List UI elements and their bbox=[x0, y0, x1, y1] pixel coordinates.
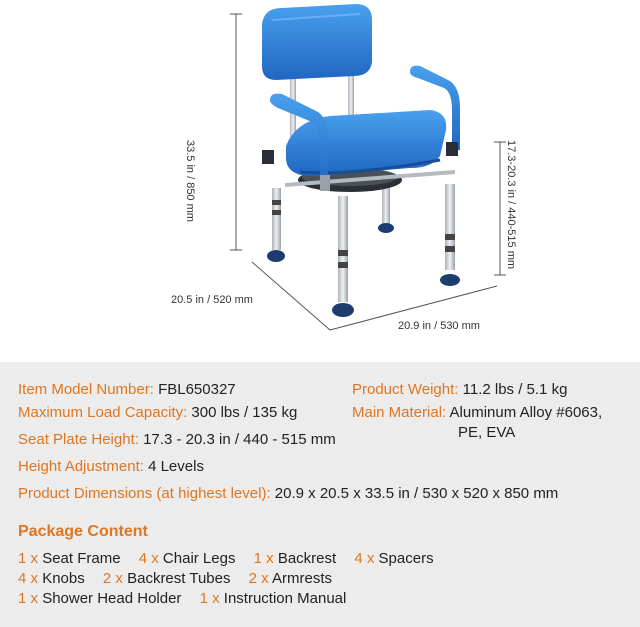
seat-height-key: Seat Plate Height: bbox=[18, 431, 139, 448]
package-line-1 bbox=[18, 550, 434, 567]
item-qty: 2 x bbox=[248, 570, 269, 587]
item-qty: 4 x bbox=[354, 550, 375, 567]
item-name: Backrest Tubes bbox=[127, 570, 231, 587]
model-number-row bbox=[18, 381, 236, 398]
backrest bbox=[262, 4, 372, 80]
item-name: Shower Head Holder bbox=[42, 590, 182, 607]
seat-height-value: 17.3 - 20.3 in / 440 - 515 mm bbox=[143, 431, 336, 448]
item-qty: 4 x bbox=[138, 550, 159, 567]
item-qty: 1 x bbox=[199, 590, 220, 607]
width-dimension-label: 20.9 in / 530 mm bbox=[398, 320, 480, 332]
material-key: Main Material: bbox=[352, 404, 447, 421]
item-name: Instruction Manual bbox=[223, 590, 347, 607]
seat-height-row bbox=[18, 431, 336, 448]
depth-dimension-label: 20.5 in / 520 mm bbox=[171, 294, 253, 306]
package-content-title: Package Content bbox=[18, 523, 148, 540]
item-name: Spacers bbox=[378, 550, 434, 567]
item-name: Knobs bbox=[42, 570, 85, 587]
capacity-row bbox=[18, 404, 297, 421]
item-name: Armrests bbox=[272, 570, 333, 587]
chair-legs bbox=[267, 183, 460, 317]
material-row bbox=[352, 404, 602, 421]
package-line-2 bbox=[18, 570, 332, 587]
item-name: Seat Frame bbox=[42, 550, 121, 567]
item-qty: 2 x bbox=[102, 570, 123, 587]
product-dimensions-row bbox=[18, 485, 558, 502]
model-number-key: Item Model Number: bbox=[18, 381, 154, 398]
item-qty: 1 x bbox=[253, 550, 274, 567]
capacity-key: Maximum Load Capacity: bbox=[18, 404, 188, 421]
item-qty: 1 x bbox=[18, 550, 39, 567]
model-number-value: FBL650327 bbox=[158, 381, 236, 398]
weight-key: Product Weight: bbox=[352, 381, 459, 398]
weight-row bbox=[352, 381, 567, 398]
height-dimension-label: 33.5 in / 850 mm bbox=[184, 140, 196, 222]
product-dimensions-key: Product Dimensions (at highest level): bbox=[18, 485, 271, 502]
height-adjustment-value: 4 Levels bbox=[148, 458, 204, 475]
capacity-value: 300 lbs / 135 kg bbox=[191, 404, 298, 421]
item-qty: 1 x bbox=[18, 590, 39, 607]
height-adjustment-key: Height Adjustment: bbox=[18, 458, 144, 475]
height-adjustment-row bbox=[18, 458, 204, 475]
item-qty: 4 x bbox=[18, 570, 39, 587]
package-line-3 bbox=[18, 590, 346, 607]
weight-value: 11.2 lbs / 5.1 kg bbox=[462, 381, 568, 398]
material-value-1: Aluminum Alloy #6063, bbox=[449, 404, 603, 421]
material-value-2: PE, EVA bbox=[458, 424, 516, 441]
seat-height-dimension-label: 17.3-20.3 in / 440-515 mm bbox=[505, 140, 517, 270]
item-name: Backrest bbox=[277, 550, 337, 567]
item-name: Chair Legs bbox=[162, 550, 236, 567]
product-dimensions-value: 20.9 x 20.5 x 33.5 in / 530 x 520 x 850 mm bbox=[274, 485, 559, 502]
specifications-panel bbox=[0, 362, 640, 627]
